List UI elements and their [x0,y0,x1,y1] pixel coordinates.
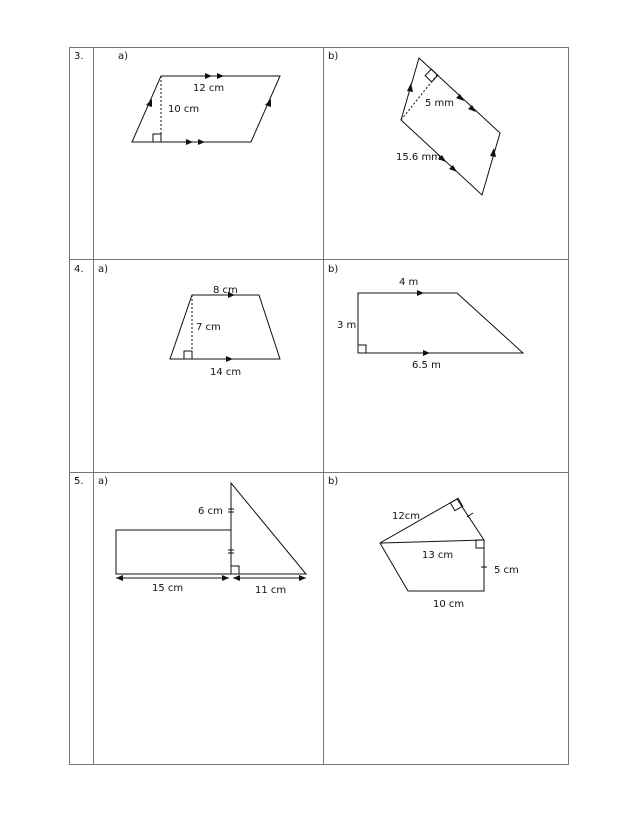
part-label-3a: a) [118,51,129,62]
question-number-4: 4. [74,264,84,275]
label-4a-bottom: 14 cm [210,367,242,378]
part-label-4b: b) [328,264,339,275]
label-5a-height: 6 cm [198,506,223,517]
label-5a-rect-length: 15 cm [152,583,184,594]
label-4a-height: 7 cm [196,322,221,333]
question-number-3: 3. [74,51,84,62]
label-4b-top: 4 m [399,277,419,288]
label-5b-right-side: 5 cm [494,565,519,576]
part-label-5a: a) [98,476,109,487]
label-3a-base: 12 cm [193,83,225,94]
trapezium-4b [358,290,523,356]
question-number-5: 5. [74,476,84,487]
parallelogram-3b [401,58,500,195]
part-label-3b: b) [328,51,339,62]
label-5a-tri-base: 11 cm [255,585,287,596]
label-3b-height: 5 mm [425,98,455,109]
label-3a-height: 10 cm [168,104,200,115]
label-3b-side: 15.6 mm [396,152,441,163]
label-4a-top: 8 cm [213,285,238,296]
part-label-5b: b) [328,476,339,487]
label-5b-hyp: 12cm [392,511,420,522]
label-4b-height: 3 m [337,320,357,331]
label-5b-bottom: 10 cm [433,599,465,610]
label-4b-bottom: 6.5 m [412,360,441,371]
trapezium-4a [170,292,280,362]
composite-shape-5a [116,483,306,581]
part-label-4a: a) [98,264,109,275]
label-5b-diag: 13 cm [422,550,454,561]
